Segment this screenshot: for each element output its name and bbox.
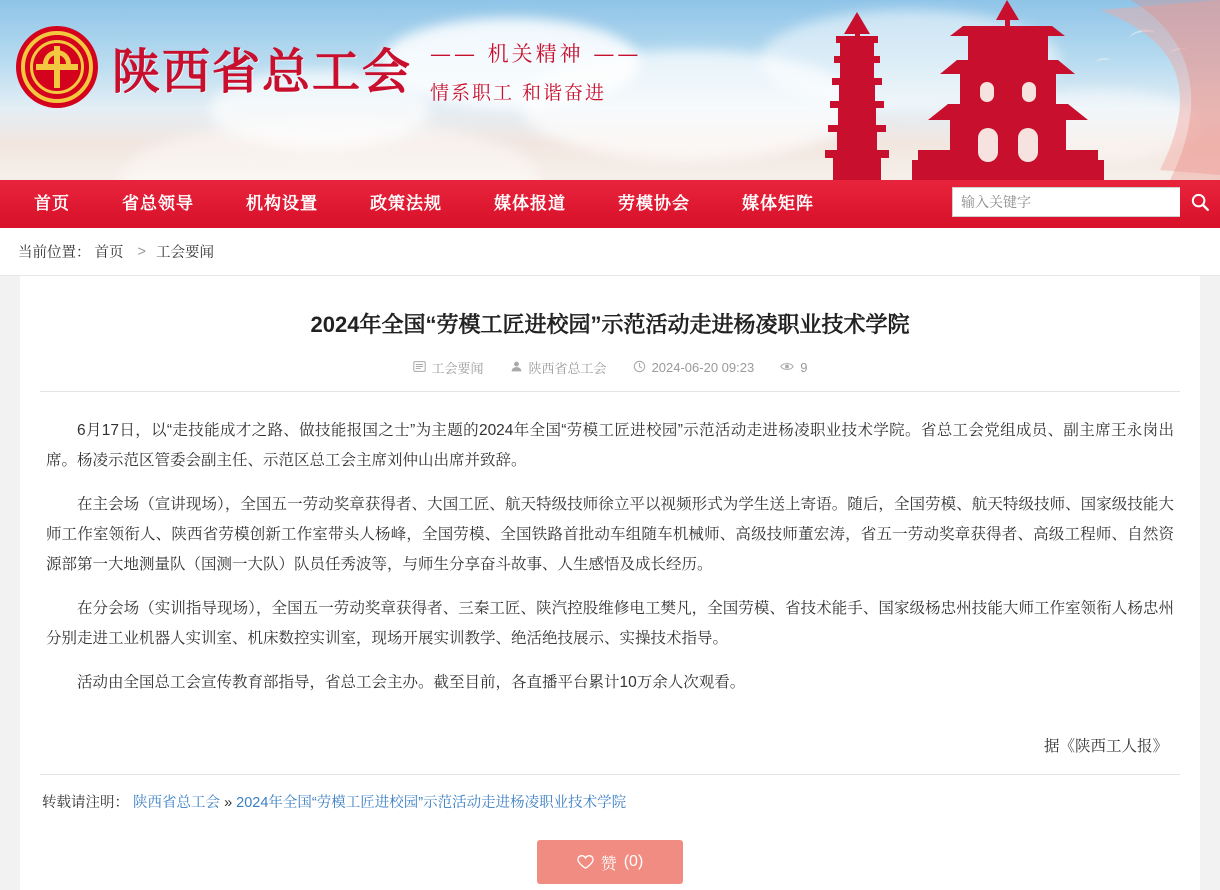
- site-title: 陕西省总工会: [112, 43, 413, 100]
- category-icon: [413, 360, 426, 376]
- repost-notice: [20, 775, 1200, 812]
- article-paragraph: 6月17日，以“走技能成才之路、做技能报国之士”为主题的2024年全国“劳模工匠进校园”示范活动走进杨凌职业技术学院。省总工会党组成员、副主席王永岗出席。杨凌示范区管委会副主任、示范区总工会主席刘仲山出席并致辞。: [46, 422, 1174, 469]
- like-count: (0): [623, 853, 644, 870]
- meta-category[interactable]: [413, 358, 484, 377]
- meta-time: [633, 360, 755, 376]
- nav-item-policy[interactable]: 政策法规: [370, 194, 442, 213]
- site-banner: [0, 0, 1220, 180]
- search-icon: [1189, 191, 1211, 213]
- like-section: [20, 840, 1200, 884]
- search-box: [952, 186, 1220, 218]
- breadcrumb-current[interactable]: 工会要闻: [155, 245, 214, 261]
- breadcrumb-label: 当前位置：: [18, 245, 91, 261]
- main-navigation: [0, 180, 1220, 228]
- site-logo[interactable]: [16, 26, 412, 108]
- site-slogan: [430, 38, 641, 105]
- nav-item-home[interactable]: 首页: [34, 194, 70, 213]
- nav-item-media-report[interactable]: 媒体报道: [494, 194, 566, 213]
- xian-landmark-illustration: [800, 0, 1220, 180]
- search-button[interactable]: [1180, 186, 1220, 218]
- repost-site-link[interactable]: 陕西省总工会: [133, 795, 221, 811]
- meta-views: [780, 360, 807, 376]
- nav-item-model-worker-association[interactable]: 劳模协会: [618, 194, 690, 213]
- clock-icon: [633, 360, 646, 376]
- like-label: 赞: [600, 855, 617, 873]
- breadcrumb: [0, 228, 1220, 276]
- article-paragraph: 在分会场（实训指导现场），全国五一劳动奖章获得者、三秦工匠、陕汽控股维修电工樊凡，全国劳模、省技术能手、国家级杨忠州技能大师工作室领衔人杨忠州分别走进工业机器人实训室、机床数控实训室，现场开展实训教学、绝活绝技展示、实操技术指导。: [46, 600, 1174, 647]
- repost-arrow: »: [224, 795, 233, 811]
- slogan-line-2: 情系职工 和谐奋进: [430, 82, 607, 104]
- eye-icon: [780, 360, 794, 376]
- meta-author: [510, 358, 607, 377]
- heart-icon: [577, 854, 594, 870]
- user-icon: [510, 360, 523, 376]
- union-emblem-icon: [16, 26, 98, 108]
- search-input[interactable]: [952, 187, 1180, 217]
- repost-article-link[interactable]: 2024年全国“劳模工匠进校园”示范活动走进杨凌职业技术学院: [236, 795, 627, 811]
- meta-time-label: 2024-06-20 09:23: [651, 360, 755, 375]
- article-container: [20, 276, 1200, 890]
- nav-item-media-matrix[interactable]: 媒体矩阵: [742, 194, 814, 213]
- article-source: 据《陕西工人报》: [1043, 738, 1168, 755]
- article-title: 2024年全国“劳模工匠进校园”示范活动走进杨凌职业技术学院: [310, 312, 910, 337]
- nav-item-organization[interactable]: 机构设置: [246, 194, 318, 213]
- like-button[interactable]: [537, 840, 683, 884]
- meta-category-label: 工会要闻: [431, 361, 484, 376]
- nav-item-leadership[interactable]: 省总领导: [122, 194, 194, 213]
- meta-author-label: 陕西省总工会: [528, 361, 607, 376]
- cloud-decoration: [120, 120, 540, 180]
- article-paragraph: 在主会场（宣讲现场），全国五一劳动奖章获得者、大国工匠、航天特级技师徐立平以视频形式为学生送上寄语。随后，全国劳模、航天特级技师、国家级技能大师工作室领衔人、陕西省劳模创新工作室带头人杨峰，全国劳模、全国铁路首批动车组随车机械师、高级技师董宏涛，省五一劳动奖章获得者、高级工程师、自然资源部第一大地测量队（国测一大队）队员任秀波等，与师生分享奋斗故事、人生感悟及成长经历。: [46, 496, 1174, 573]
- repost-label: 转载请注明：: [42, 795, 129, 811]
- breadcrumb-separator: >: [137, 243, 146, 260]
- page-body: [0, 276, 1220, 890]
- article-meta: [20, 358, 1200, 377]
- article-content: [20, 392, 1200, 698]
- slogan-line-1: —— 机关精神 ——: [430, 42, 642, 66]
- meta-views-count: 9: [800, 360, 808, 375]
- article-paragraph: 活动由全国总工会宣传教育部指导，省总工会主办。截至目前，各直播平台累计10万余人次观看。: [77, 674, 746, 691]
- breadcrumb-link-home[interactable]: 首页: [94, 245, 124, 261]
